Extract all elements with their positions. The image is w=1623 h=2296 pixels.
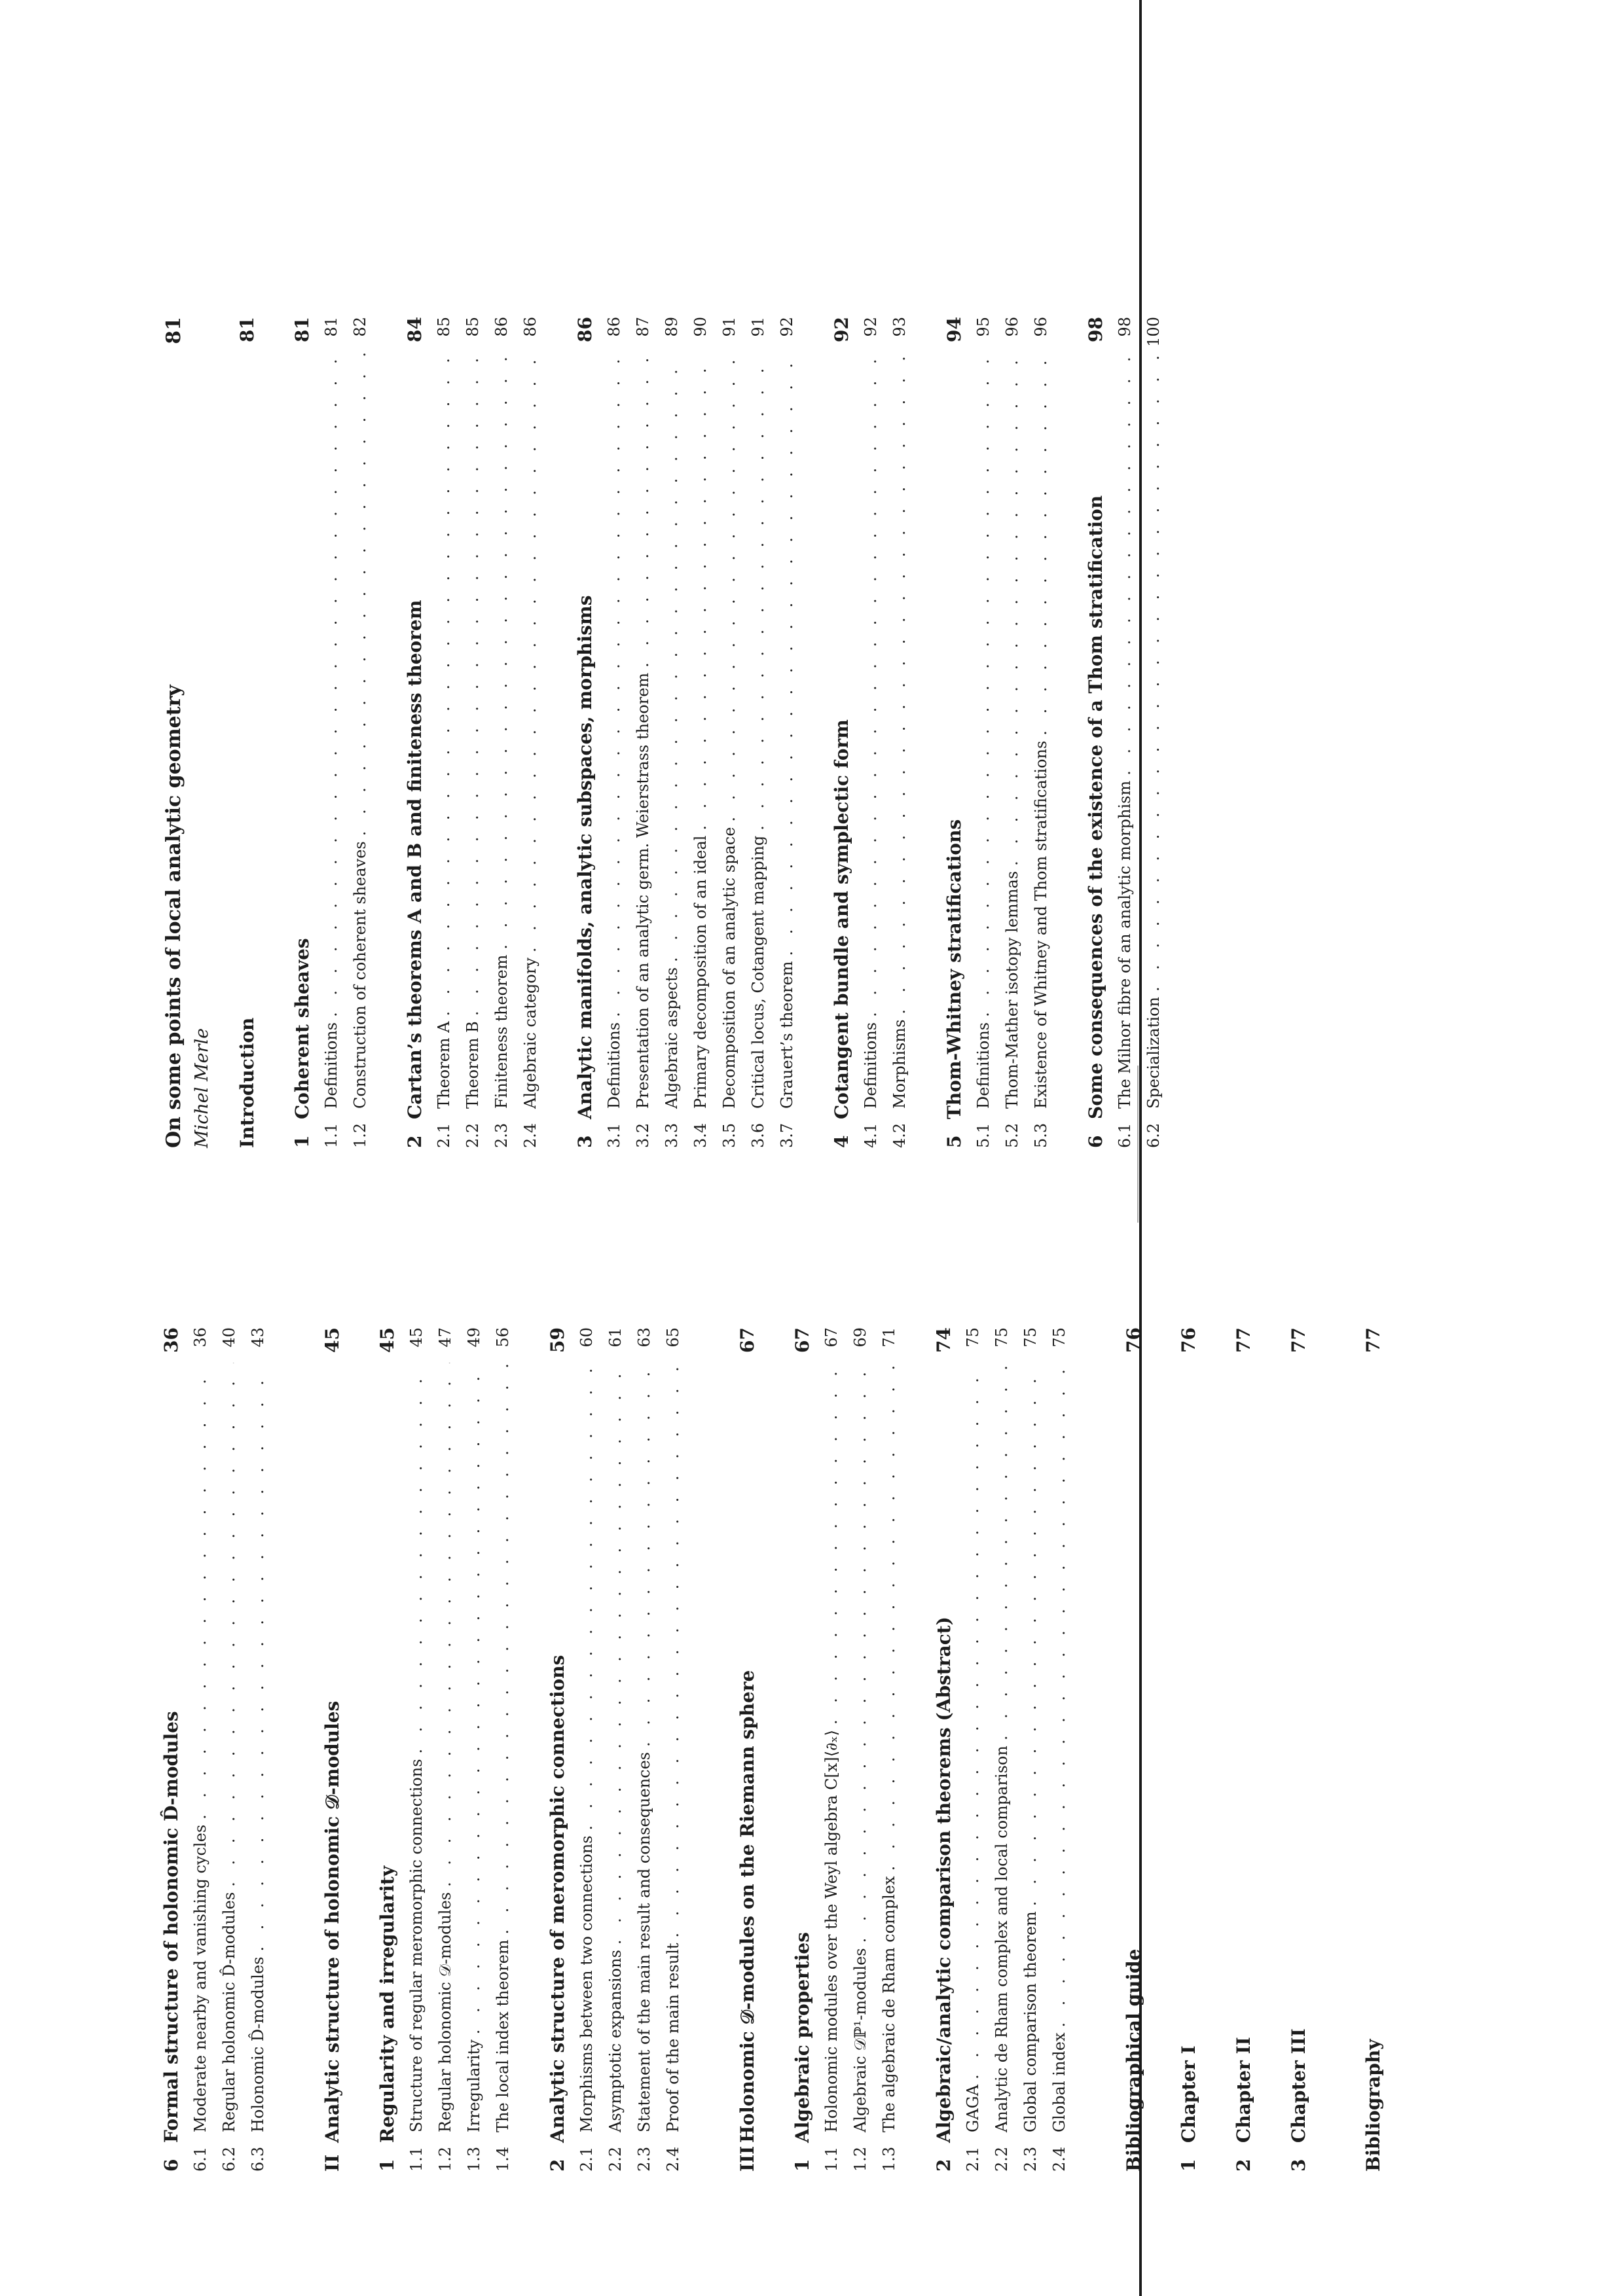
toc-entry-page: 56 <box>494 1327 512 1348</box>
toc-entry-title: Definitions <box>322 1022 340 1109</box>
dot-leader <box>875 1363 903 1871</box>
toc-entry-page: 100 <box>1144 317 1163 347</box>
toc-entry-page: 91 <box>749 317 767 337</box>
toc-entry <box>215 1327 244 2172</box>
toc-entry <box>401 317 429 1148</box>
toc-entry-title: Formal structure of holonomic D̂-modules <box>160 1711 182 2143</box>
toc-entry-page: 89 <box>663 317 681 337</box>
dot-leader <box>572 1363 601 1830</box>
toc-entry <box>233 317 262 1148</box>
toc-entry-number: 1 <box>376 2159 398 2172</box>
toc-entry-title: Presentation of an analytic germ. Weierstrass theorem <box>634 672 652 1109</box>
toc-entry <box>733 1327 762 2172</box>
toc-entry <box>572 1327 601 2172</box>
dot-leader <box>317 352 346 1017</box>
toc-entry-number: 1.3 <box>465 2146 483 2172</box>
toc-entry <box>157 1327 186 2172</box>
toc-entry-title: Definitions <box>862 1022 880 1109</box>
toc-entry <box>1082 317 1110 1148</box>
toc-entry-number: III <box>737 2145 758 2172</box>
toc-entry-page: 95 <box>974 317 993 337</box>
toc-entry-page: 59 <box>547 1327 568 1353</box>
toc-entry-title: Algebraic 𝒟ℙ¹-modules <box>851 1948 869 2132</box>
toc-entry-title: Chapter I <box>1178 2045 1199 2143</box>
toc-entry-number: 2 <box>547 2159 568 2172</box>
toc-entry <box>601 1327 630 2172</box>
toc-entry-page: 87 <box>634 317 652 337</box>
toc-entry-page: 63 <box>635 1327 653 1348</box>
dot-leader <box>186 1363 215 1820</box>
toc-entry-number: 2 <box>933 2159 955 2172</box>
toc-entry <box>744 317 773 1148</box>
toc-entry-number: 1.1 <box>822 2146 841 2172</box>
dot-leader <box>686 352 715 831</box>
toc-entry <box>659 1327 687 2172</box>
contribution-title-page: 81 <box>162 317 185 344</box>
toc-entry-title: Regular holonomic D̂-modules <box>220 1892 238 2132</box>
toc-entry-number: 2.4 <box>1050 2146 1068 2172</box>
toc-entry-title: Grauert’s theorem <box>778 961 796 1109</box>
toc-entry-number: 2 <box>404 1135 426 1148</box>
dot-leader <box>460 1363 488 2034</box>
toc-entry-number: 1.4 <box>494 2146 512 2172</box>
dot-leader <box>630 1363 659 1747</box>
toc-entry-title: Holonomic 𝒟-modules on the Riemann sphere <box>737 1670 758 2143</box>
toc-entry <box>460 1327 488 2172</box>
toc-entry-page: 75 <box>1050 1327 1068 1348</box>
toc-entry-page: 45 <box>321 1327 343 1353</box>
dot-leader <box>1045 1363 1074 2027</box>
toc-entry <box>317 317 346 1148</box>
toc-entry-number: 1.2 <box>851 2146 869 2172</box>
dot-leader <box>516 352 545 952</box>
toc-entry-number: 6.1 <box>191 2146 210 2172</box>
dot-leader <box>488 1363 517 1934</box>
toc-entry-page: 86 <box>521 317 539 337</box>
toc-entry-page: 81 <box>291 317 313 342</box>
toc-entry-number: 2.3 <box>635 2146 653 2172</box>
toc-entry-number: 6.3 <box>249 2146 267 2172</box>
toc-entry-page: 65 <box>664 1327 682 1348</box>
toc-entry-page: 67 <box>792 1327 813 1353</box>
toc-entry-title: Thom-Whitney stratifications <box>943 819 965 1119</box>
toc-entry-title: GAGA <box>964 2084 982 2132</box>
toc-entry <box>571 317 600 1148</box>
toc-entry-title: Chapter III <box>1288 2028 1309 2143</box>
toc-entry-number: 1.1 <box>407 2146 426 2172</box>
toc-entry-title: Definitions <box>974 1022 993 1109</box>
toc-entry-page: 67 <box>822 1327 841 1348</box>
toc-entry-page: 93 <box>890 317 909 337</box>
toc-entry-number: 2.1 <box>577 2146 596 2172</box>
toc-entry <box>373 1327 402 2172</box>
toc-entry-page: 45 <box>376 1327 398 1353</box>
dot-leader <box>657 352 686 962</box>
toc-entry-title: Algebraic category <box>521 958 539 1109</box>
dot-leader <box>744 352 773 831</box>
toc-entry-title: Algebraic properties <box>792 1932 813 2143</box>
dot-leader <box>346 352 374 836</box>
toc-entry-title: Cartan’s theorems A and B and finiteness theorem <box>404 600 426 1119</box>
toc-entry-page: 43 <box>249 1327 267 1348</box>
toc-entry-title: Holonomic D̂-modules <box>249 1956 267 2132</box>
contribution-title-row <box>160 317 189 1148</box>
dot-leader <box>987 1363 1016 1740</box>
toc-entry-number: 4 <box>831 1135 852 1148</box>
toc-entry-number: 5.3 <box>1032 1122 1050 1148</box>
toc-entry-number: 2.2 <box>993 2146 1011 2172</box>
toc-entry-page: 45 <box>407 1327 426 1348</box>
toc-entry-title: Construction of coherent sheaves <box>351 841 369 1109</box>
toc-entry <box>875 1327 903 2172</box>
toc-entry-title: Existence of Whitney and Thom stratifications <box>1032 740 1050 1109</box>
toc-entry <box>600 317 629 1148</box>
dot-leader <box>244 1363 272 1952</box>
toc-entry <box>487 317 516 1148</box>
toc-entry <box>885 317 914 1148</box>
toc-entry-title: Theorem B <box>464 1021 482 1109</box>
toc-entry-number: 6 <box>160 2159 182 2172</box>
toc-entry-number: 3.6 <box>749 1122 767 1148</box>
toc-entry-number: 2.3 <box>1021 2146 1040 2172</box>
toc-entry-number: 1.2 <box>436 2146 454 2172</box>
toc-entry-number: 6 <box>1085 1135 1106 1148</box>
toc-entry-page: 40 <box>220 1327 238 1348</box>
dot-leader <box>402 1363 431 1753</box>
toc-entry-number: 1.1 <box>322 1122 340 1148</box>
toc-entry-page: 85 <box>435 317 453 337</box>
contribution-author: Michel Merle <box>192 1028 212 1148</box>
toc-entry <box>318 1327 347 2172</box>
toc-entry-number: 3.5 <box>720 1122 739 1148</box>
toc-entry-page: 86 <box>492 317 511 337</box>
toc-entry-page: 75 <box>993 1327 1011 1348</box>
toc-entry-page: 76 <box>1123 1327 1144 1353</box>
left-toc-column <box>157 1327 1388 2172</box>
toc-entry-title: Decomposition of an analytic space <box>720 827 739 1109</box>
toc-entry-page: 69 <box>851 1327 869 1348</box>
toc-entry-title: The Milnor fibre of an analytic morphism <box>1116 780 1134 1109</box>
toc-entry <box>998 317 1027 1148</box>
toc-entry-title: Analytic de Rham complex and local comparison <box>993 1746 1011 2132</box>
toc-entry <box>715 317 744 1148</box>
dot-leader <box>629 352 657 668</box>
toc-entry-number: 2.4 <box>521 1122 539 1148</box>
toc-entry-page: 49 <box>465 1327 483 1348</box>
dot-leader <box>958 1363 987 2079</box>
toc-entry-title: Algebraic/analytic comparison theorems (Abstract) <box>933 1617 955 2143</box>
toc-entry-page: 96 <box>1003 317 1021 337</box>
toc-entry <box>543 1327 572 2172</box>
toc-entry-number: 2 <box>1233 2159 1254 2172</box>
toc-entry-page: 60 <box>577 1327 596 1348</box>
toc-entry-number: 2.1 <box>435 1122 453 1148</box>
toc-entry-title: Algebraic aspects <box>663 967 681 1109</box>
toc-entry <box>186 1327 215 2172</box>
toc-entry <box>657 317 686 1148</box>
toc-entry-page: 74 <box>933 1327 955 1353</box>
dot-leader <box>458 352 487 1016</box>
dot-leader <box>1139 352 1168 992</box>
toc-entry <box>817 1327 846 2172</box>
dot-leader <box>998 352 1027 866</box>
toc-entry-title: Analytic manifolds, analytic subspaces, morphisms <box>574 595 596 1119</box>
toc-entry-page: 92 <box>778 317 796 337</box>
toc-entry-page: 84 <box>404 317 426 342</box>
toc-entry-title: Morphisms <box>890 1019 909 1109</box>
toc-entry-number: 3.1 <box>605 1122 623 1148</box>
toc-entry <box>788 1327 817 2172</box>
toc-entry-number: 3.4 <box>691 1122 710 1148</box>
toc-entry-page: 61 <box>606 1327 625 1348</box>
toc-entry-title: Critical locus, Cotangent mapping <box>749 835 767 1109</box>
toc-entry-number: 3 <box>1288 2159 1309 2172</box>
toc-entry-title: Thom-Mather isotopy lemmas <box>1003 870 1021 1109</box>
toc-entry <box>431 1327 460 2172</box>
toc-entry-page: 90 <box>691 317 710 337</box>
toc-entry-number: 2.2 <box>606 2146 625 2172</box>
toc-entry-page: 98 <box>1085 317 1106 342</box>
toc-entry-title: Morphisms between two connections <box>577 1835 596 2132</box>
toc-entry-number: 5.1 <box>974 1122 993 1148</box>
toc-entry <box>1027 317 1055 1148</box>
toc-entry <box>458 317 487 1148</box>
toc-entry-number: 5 <box>943 1135 965 1148</box>
toc-entry-page: 85 <box>464 317 482 337</box>
toc-entry-title: Bibliography <box>1362 2039 1384 2172</box>
toc-entry <box>940 317 969 1148</box>
toc-entry-number: 6.1 <box>1116 1122 1134 1148</box>
dot-leader <box>431 1363 460 1887</box>
toc-entry-page: 77 <box>1362 1327 1384 1353</box>
dot-leader <box>885 352 914 1014</box>
toc-entry-number: 2.1 <box>964 2146 982 2172</box>
toc-entry-page: 36 <box>160 1327 182 1353</box>
toc-entry <box>629 317 657 1148</box>
dot-leader <box>659 1363 687 1937</box>
toc-entry-title: Global index <box>1050 2032 1068 2132</box>
toc-entry-title: Specialization <box>1144 997 1163 1109</box>
dot-leader <box>773 352 801 956</box>
left-page <box>0 1148 1623 2296</box>
dot-leader <box>1027 352 1055 736</box>
toc-entry <box>1016 1327 1045 2172</box>
toc-entry-page: 96 <box>1032 317 1050 337</box>
dot-leader <box>846 1363 875 1943</box>
toc-entry-page: 82 <box>351 317 369 337</box>
toc-entry-title: Bibliographical guide <box>1123 1948 1144 2172</box>
toc-entry <box>1110 317 1139 1148</box>
toc-entry <box>488 1327 517 2172</box>
right-toc-entries <box>233 317 1168 1148</box>
toc-entry-title: Cotangent bundle and symplectic form <box>831 719 852 1119</box>
dot-leader <box>601 1363 630 1945</box>
toc-entry-title: Proof of the main result <box>664 1943 682 2132</box>
dot-leader <box>817 1363 846 1725</box>
toc-entry <box>930 1327 958 2172</box>
toc-entry-title: Introduction <box>236 1017 258 1148</box>
toc-entry <box>1359 1327 1388 2172</box>
dot-leader <box>215 1363 244 1887</box>
toc-entry <box>1120 1327 1148 2172</box>
toc-entry-title: Structure of regular meromorphic connections <box>407 1759 426 2132</box>
dot-leader <box>1016 1363 1045 1906</box>
toc-entry <box>1175 1327 1203 2172</box>
toc-entry-page: 36 <box>191 1327 210 1348</box>
toc-entry-title: Some consequences of the existence of a Thom stratification <box>1085 495 1106 1119</box>
toc-entry-title: Definitions <box>605 1022 623 1109</box>
toc-entry <box>630 1327 659 2172</box>
toc-entry-title: Holonomic modules over the Weyl algebra C[x]⟨∂ₓ⟩ <box>822 1729 841 2132</box>
toc-entry <box>987 1327 1016 2172</box>
dot-leader <box>429 352 458 1016</box>
toc-entry-title: Analytic structure of holonomic 𝒟-modules <box>321 1700 343 2143</box>
toc-entry <box>1285 1327 1313 2172</box>
toc-entry <box>1045 1327 1074 2172</box>
toc-entry-title: Theorem A <box>435 1021 453 1109</box>
toc-entry-page: 81 <box>236 317 258 342</box>
toc-entry-page: 81 <box>322 317 340 337</box>
toc-entry-page: 71 <box>880 1327 898 1348</box>
toc-entry-number: 1.3 <box>880 2146 898 2172</box>
toc-entry-number: 6.2 <box>220 2146 238 2172</box>
toc-entry <box>1139 317 1168 1148</box>
toc-entry-number: 5.2 <box>1003 1122 1021 1148</box>
toc-entry-title: Regular holonomic 𝒟-modules <box>436 1892 454 2132</box>
dot-leader <box>969 352 998 1017</box>
toc-entry-title: Global comparison theorem <box>1021 1911 1040 2132</box>
toc-entry-page: 76 <box>1178 1327 1199 1353</box>
toc-entry-title: Moderate nearby and vanishing cycles <box>191 1824 210 2132</box>
dot-leader <box>1110 352 1139 776</box>
toc-entry <box>244 1327 272 2172</box>
toc-entry-title: Statement of the main result and consequences <box>635 1751 653 2132</box>
toc-entry-page: 94 <box>943 317 965 342</box>
toc-entry <box>773 317 801 1148</box>
toc-entry-title: The algebraic de Rham complex <box>880 1876 898 2132</box>
toc-entry <box>288 317 317 1148</box>
toc-entry-number: II <box>321 2154 343 2172</box>
toc-entry <box>969 317 998 1148</box>
dot-leader <box>715 352 744 822</box>
toc-entry <box>346 317 374 1148</box>
toc-entry-page: 47 <box>436 1327 454 1348</box>
toc-entry-number: 6.2 <box>1144 1122 1163 1148</box>
toc-entry-title: Irregularity <box>465 2039 483 2132</box>
toc-entry-number: 1.2 <box>351 1122 369 1148</box>
toc-entry-page: 75 <box>964 1327 982 1348</box>
toc-entry-title: Regularity and irregularity <box>376 1865 398 2143</box>
toc-entry-page: 77 <box>1233 1327 1254 1353</box>
toc-entry <box>402 1327 431 2172</box>
toc-entry <box>686 317 715 1148</box>
toc-entry-page: 98 <box>1116 317 1134 337</box>
toc-entry-number: 3.2 <box>634 1122 652 1148</box>
toc-entry-number: 3.7 <box>778 1122 796 1148</box>
toc-entry-title: Chapter II <box>1233 2037 1254 2143</box>
toc-entry-page: 77 <box>1288 1327 1309 1353</box>
toc-entry-page: 75 <box>1021 1327 1040 1348</box>
toc-entry <box>429 317 458 1148</box>
toc-entry-page: 67 <box>737 1327 758 1353</box>
toc-entry <box>856 317 885 1148</box>
toc-entry-number: 4.2 <box>890 1122 909 1148</box>
toc-entry-number: 2.4 <box>664 2146 682 2172</box>
toc-entry-number: 1 <box>291 1135 313 1148</box>
toc-entry-title: Primary decomposition of an ideal <box>691 835 710 1109</box>
toc-entry <box>846 1327 875 2172</box>
dot-leader <box>856 352 885 1017</box>
contribution-title: On some points of local analytic geometry <box>162 685 185 1148</box>
toc-entry <box>516 317 545 1148</box>
toc-entry-title: Finiteness theorem <box>492 954 511 1109</box>
toc-entry-number: 1 <box>1178 2159 1199 2172</box>
toc-entry <box>828 317 856 1148</box>
toc-entry-page: 92 <box>831 317 852 342</box>
right-toc-column <box>160 317 1168 1148</box>
toc-entry-title: Asymptotic expansions <box>606 1950 625 2132</box>
toc-entry-number: 3.3 <box>663 1122 681 1148</box>
toc-entry-number: 1 <box>792 2159 813 2172</box>
toc-entry-title: The local index theorem <box>494 1939 512 2132</box>
toc-entry-page: 86 <box>605 317 623 337</box>
toc-entry-number: 2.3 <box>492 1122 511 1148</box>
toc-entry <box>958 1327 987 2172</box>
dot-leader <box>600 352 629 1017</box>
toc-entry-number: 4.1 <box>862 1122 880 1148</box>
toc-entry <box>1230 1327 1258 2172</box>
toc-entry-page: 92 <box>862 317 880 337</box>
toc-entry-number: 3 <box>574 1135 596 1148</box>
dot-leader <box>487 352 516 950</box>
toc-entry-title: Coherent sheaves <box>291 938 313 1119</box>
toc-entry-page: 86 <box>574 317 596 342</box>
toc-entry-title: Analytic structure of meromorphic connections <box>547 1655 568 2143</box>
toc-entry-number: 2.2 <box>464 1122 482 1148</box>
toc-entry-page: 91 <box>720 317 739 337</box>
